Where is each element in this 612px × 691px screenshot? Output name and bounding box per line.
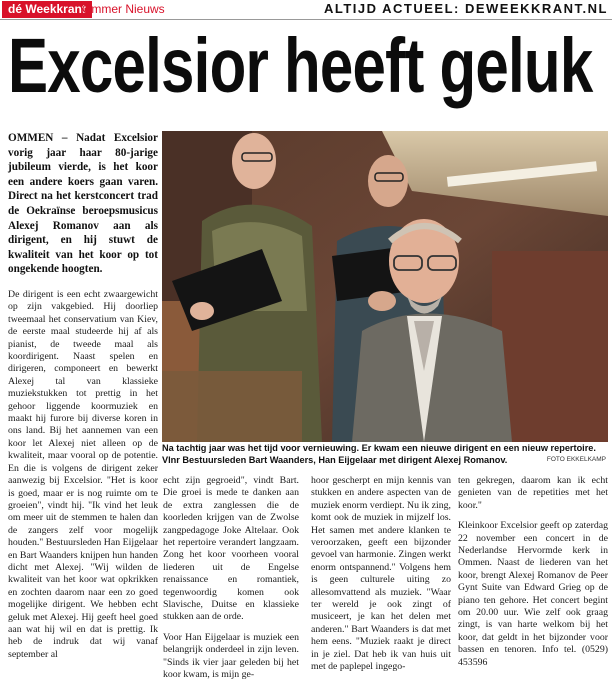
- article-column-4: [458, 475, 608, 669]
- photo-caption: Na tachtig jaar was het tijd voor vernieuwing. Er kwam een nieuwe dirigent en een nieuw repertoire. Vlnr Bestuursleden Bart Waanders, Han Eijgelaar met dirigent Alexej Romanov.: [162, 443, 596, 465]
- article-column-3: [311, 475, 451, 674]
- column-1-text: De dirigent is een echt zwaargewicht op zijn vakgebied. Hij doorliep tweemaal het conservatium van Kiev, de eerste maal studeerde hij af als pianist, de tweede maal als koordirigent. Naast spelen en dirigeren, componeert en bewerkt Alexej tal van klassieke muziekstukken tot prettig in het gehoor liggende koormuziek en maakt hij furore bij diverse koren in ons land. Bij het aannemen van een koor let Alexej niet alleen op de kwaliteit, maar vooral op de potentie. En die is volgens de dirigent zeker aanwezig bij Excelsior. "Het is koor is goed, maar er is nog ruimte om te groeien", vindt hij. "Ik vind het leuk om meer uit de stemmen te halen dan de zangers zelf voor mogelijk houden." Bestuursleden Han Eijgelaar en Bart Waanders knijpen hun handen dicht met Alexej. "Wij wilden de kwaliteit van het koor wat opkrikken en zochten daarom naar een zo goed mogelijke dirigent. We hebben echt geluk met Alexej. Hij geeft heel goed aan wat hij wil en dat is prettig. Ik heb de indruk dat wij vanaf september al: [8, 289, 158, 660]
- column-2-paragraph-1: echt zijn gegroeid", vindt Bart. Die groei is mede te danken aan de extra zanglessen die de koorleden krijgen van de Zwolse zangpedagoge Joke Altelaar. Ook het repertoire verandert langzaam. Zong het koor voorheen vooral liederen uit de Engelse renaissance en romantiek, tegenwoordig komen ook Slavische, Duitse en klassieke stukken aan de orde.: [163, 475, 299, 623]
- column-4-paragraph-1: ten gekregen, daarom kan ik echt genieten van de repetities met het koor.": [458, 475, 608, 511]
- slogan: ALTIJD ACTUEEL: DEWEEKKRANT.NL: [323, 1, 608, 16]
- header-divider: [0, 19, 612, 20]
- section-label: Ommer Nieuws: [82, 2, 165, 16]
- column-4-paragraph-2: Kleinkoor Excelsior geeft op zaterdag 22 november een concert in de Nederlandse Hervormde kerk in Ommen. Naast de liederen van het koor, brengt Alexej Romanov de Peer Gynt Suite van Edward Grieg op de piano ten gehore. Het concert begint om 20.00 uur. Wie zelf ook graag zingt, is van harte welkom bij het koor, dat geldt in het bijzonder voor bassen en tenoren. Info tel. (0529) 453596: [458, 520, 608, 668]
- column-2-paragraph-2: Voor Han Eijgelaar is muziek een belangrijk onderdeel in zijn leven. "Sinds ik vier jaar geleden bij het koor kwam, is mijn ge-: [163, 631, 299, 681]
- article-column-2: [163, 475, 299, 682]
- article-intro: OMMEN – Nadat Excelsior vorig jaar haar 80-jarige jubileum vierde, is het koor een andere koers gaan varen. Direct na het kerstconcert trad de Oekraïnse beroepsmusicus Alexej Romanov aan als dirigent, en hij stuwt de kwaliteit van het koor op tot ongekende hoogten.: [8, 132, 158, 276]
- brand-name: Weekkrant: [25, 2, 86, 16]
- brand-logo: [2, 1, 92, 18]
- column-3-text: hoor gescherpt en mijn kennis van stukken en andere aspecten van de muziek enorm verdiept. Nu ik zing, komt ook de muziek in mijzelf los. Het samen met andere klanken te veroorzaken, geeft een bijzonder gevoel van harmonie. Zingen werkt enorm ontspannend." Volgens hem is geen culturele uiting zo allesomvattend als muziek. "Waar ter wereld je ook zingt of musiceert, je kan het delen met anderen." Bart Waanders is dat met hem eens. "Muziek raakt je direct in je ziel. Dat heb ik van huis uit met de paplepel ingego-: [311, 475, 451, 673]
- photo-credit: FOTO EKKELKAMP: [546, 456, 606, 463]
- article-photo: [162, 131, 608, 442]
- brand-prefix: dé: [8, 2, 23, 16]
- article-headline: Excelsior heeft geluk: [8, 23, 593, 109]
- article-column-1: [8, 289, 158, 661]
